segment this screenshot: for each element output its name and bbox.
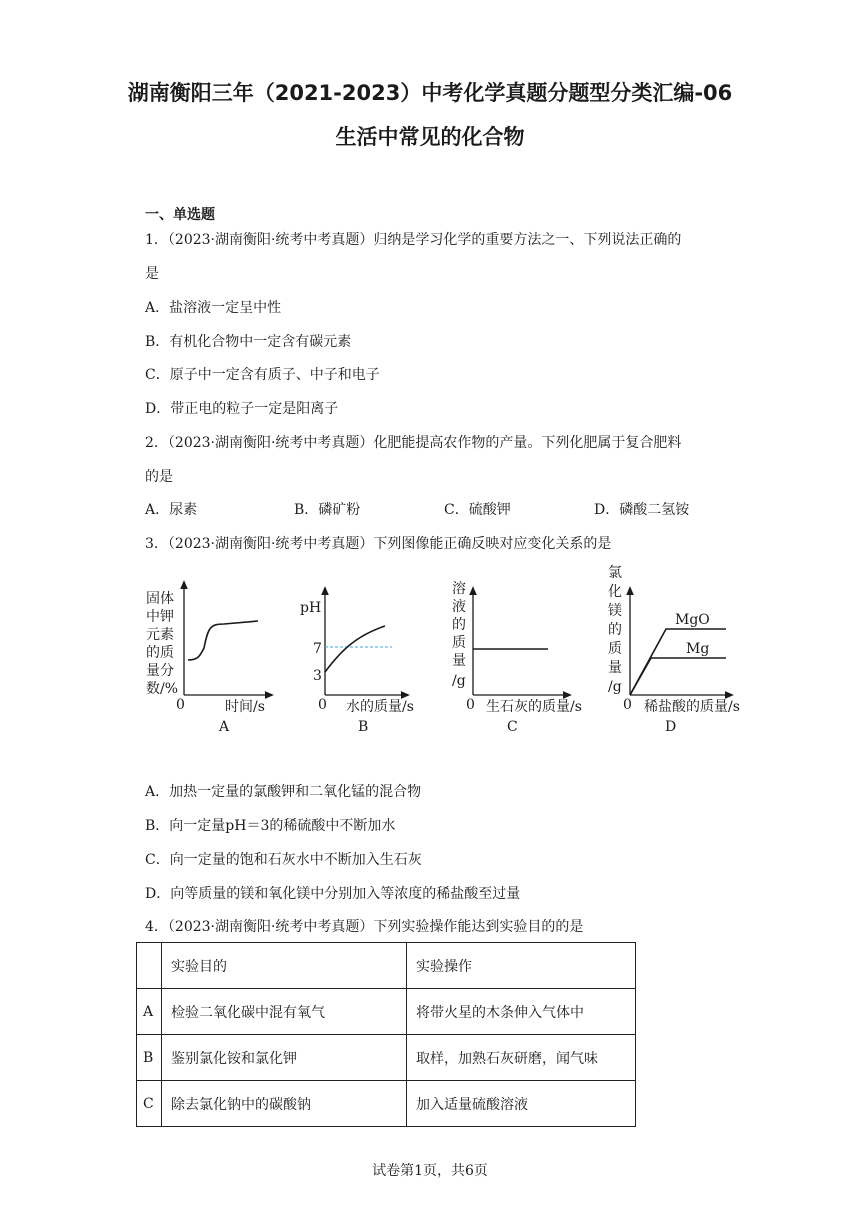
q1-stem-line1: 1．（2023·湖南衡阳·统考中考真题）归纳是学习化学的重要方法之一、下列说法正确的 bbox=[145, 232, 682, 248]
q3-stem: 3．（2023·湖南衡阳·统考中考真题）下列图像能正确反映对应变化关系的是 bbox=[145, 536, 612, 552]
q1-option-a: A．盐溶液一定呈中性 bbox=[145, 300, 282, 316]
graph-d-mg-label: Mg bbox=[686, 641, 710, 657]
q3-option-b: B．向一定量pH＝3的稀硫酸中不断加水 bbox=[145, 818, 396, 834]
graph-b-origin: 0 bbox=[318, 697, 327, 713]
graph-a-ylabel-6: 数/% bbox=[146, 681, 179, 697]
q2-stem-line2: 的是 bbox=[145, 469, 173, 485]
q3-graphs bbox=[140, 560, 760, 740]
graph-a-xlabel: 时间/s bbox=[225, 699, 265, 715]
graph-c bbox=[452, 580, 582, 735]
graph-c-ylabel-3: 的 bbox=[452, 617, 466, 633]
graph-a-ylabel-1: 固体 bbox=[146, 591, 174, 607]
table-row bbox=[137, 989, 636, 1035]
graph-b-tick-7: 7 bbox=[313, 641, 322, 657]
q4-stem: 4．（2023·湖南衡阳·统考中考真题）下列实验操作能达到实验目的的是 bbox=[145, 919, 584, 935]
table-row bbox=[137, 1035, 636, 1081]
graph-c-xlabel: 生石灰的质量/s bbox=[486, 699, 582, 715]
graph-d-ylabel-6: 量 bbox=[608, 660, 622, 676]
graph-d-mgo-line bbox=[630, 629, 726, 695]
table-cell: B bbox=[137, 1035, 162, 1081]
graph-a-caption: A bbox=[219, 719, 230, 735]
graph-c-origin: 0 bbox=[466, 697, 475, 713]
document-title-line1: 湖南衡阳三年（2021-2023）中考化学真题分题型分类汇编-06 bbox=[127, 81, 733, 105]
graph-b-tick-3: 3 bbox=[313, 668, 322, 684]
graph-d-mgo-label: MgO bbox=[675, 612, 710, 628]
graph-c-ylabel-6: /g bbox=[452, 673, 466, 689]
table-cell: 鉴别氯化铵和氯化钾 bbox=[162, 1035, 407, 1081]
graph-d-ylabel-7: /g bbox=[608, 679, 622, 695]
q1-stem-line2: 是 bbox=[145, 266, 159, 282]
table-header-cell: 实验操作 bbox=[407, 943, 636, 989]
graph-d-ylabel-4: 的 bbox=[608, 622, 622, 638]
q1-option-b: B．有机化合物中一定含有碳元素 bbox=[145, 334, 352, 350]
graph-a-ylabel-3: 元素 bbox=[146, 627, 174, 643]
table-cell: A bbox=[137, 989, 162, 1035]
graph-d-xlabel: 稀盐酸的质量/s bbox=[644, 699, 740, 715]
graph-d-mg-line bbox=[630, 658, 726, 695]
table-row bbox=[137, 1081, 636, 1127]
q2-option-d: D．磷酸二氢铵 bbox=[594, 502, 690, 518]
graph-a-ylabel-2: 中钾 bbox=[146, 609, 174, 625]
graph-c-ylabel-1: 溶 bbox=[452, 581, 466, 597]
q2-option-a: A．尿素 bbox=[145, 502, 198, 518]
graph-c-ylabel-4: 质 bbox=[452, 635, 466, 651]
table-cell: 加入适量硫酸溶液 bbox=[407, 1081, 636, 1127]
graph-b-caption: B bbox=[358, 719, 369, 735]
q2-option-c: C．硫酸钾 bbox=[444, 502, 511, 518]
table-header-row bbox=[137, 943, 636, 989]
graph-d-ylabel-3: 镁 bbox=[608, 603, 622, 619]
section-heading: 一、单选题 bbox=[145, 207, 215, 223]
graph-a bbox=[146, 584, 270, 735]
q2-option-b: B．磷矿粉 bbox=[294, 502, 361, 518]
graph-d-ylabel-2: 化 bbox=[608, 584, 622, 600]
graph-a-ylabel-4: 的质 bbox=[146, 645, 174, 661]
table-header-cell bbox=[137, 943, 162, 989]
graph-a-curve bbox=[188, 621, 258, 660]
graph-b-curve bbox=[325, 626, 385, 672]
table-cell: C bbox=[137, 1081, 162, 1127]
table-cell: 将带火星的木条伸入气体中 bbox=[407, 989, 636, 1035]
table-header-cell: 实验目的 bbox=[162, 943, 407, 989]
graph-d bbox=[608, 565, 740, 735]
graph-a-ylabel-5: 量分 bbox=[146, 663, 174, 679]
graph-b bbox=[300, 590, 414, 735]
table-cell: 除去氯化钠中的碳酸钠 bbox=[162, 1081, 407, 1127]
q3-option-d: D．向等质量的镁和氧化镁中分别加入等浓度的稀盐酸至过量 bbox=[145, 886, 521, 902]
graph-a-origin: 0 bbox=[176, 697, 185, 713]
q3-option-a: A．加热一定量的氯酸钾和二氧化锰的混合物 bbox=[145, 784, 422, 800]
table-cell: 检验二氧化碳中混有氧气 bbox=[162, 989, 407, 1035]
graph-c-caption: C bbox=[507, 719, 518, 735]
q1-option-d: D．带正电的粒子一定是阳离子 bbox=[145, 401, 339, 417]
graph-b-xlabel: 水的质量/s bbox=[346, 699, 414, 715]
experiment-table bbox=[136, 942, 636, 1127]
graph-d-ylabel-1: 氯 bbox=[608, 565, 622, 581]
q2-stem-line1: 2．（2023·湖南衡阳·统考中考真题）化肥能提高农作物的产量。下列化肥属于复合肥料 bbox=[145, 435, 682, 451]
graph-d-caption: D bbox=[665, 719, 677, 735]
table-cell: 取样，加熟石灰研磨，闻气味 bbox=[407, 1035, 636, 1081]
q1-option-c: C．原子中一定含有质子、中子和电子 bbox=[145, 367, 380, 383]
q3-option-c: C．向一定量的饱和石灰水中不断加入生石灰 bbox=[145, 852, 422, 868]
document-title-line2: 生活中常见的化合物 bbox=[335, 125, 525, 149]
graph-d-ylabel-5: 质 bbox=[608, 641, 622, 657]
graph-c-ylabel-5: 量 bbox=[452, 653, 466, 669]
page-footer: 试卷第1页，共6页 bbox=[372, 1163, 488, 1179]
graph-c-ylabel-2: 液 bbox=[452, 599, 466, 615]
graph-b-ylabel: pH bbox=[300, 600, 322, 616]
graph-d-origin: 0 bbox=[623, 697, 632, 713]
